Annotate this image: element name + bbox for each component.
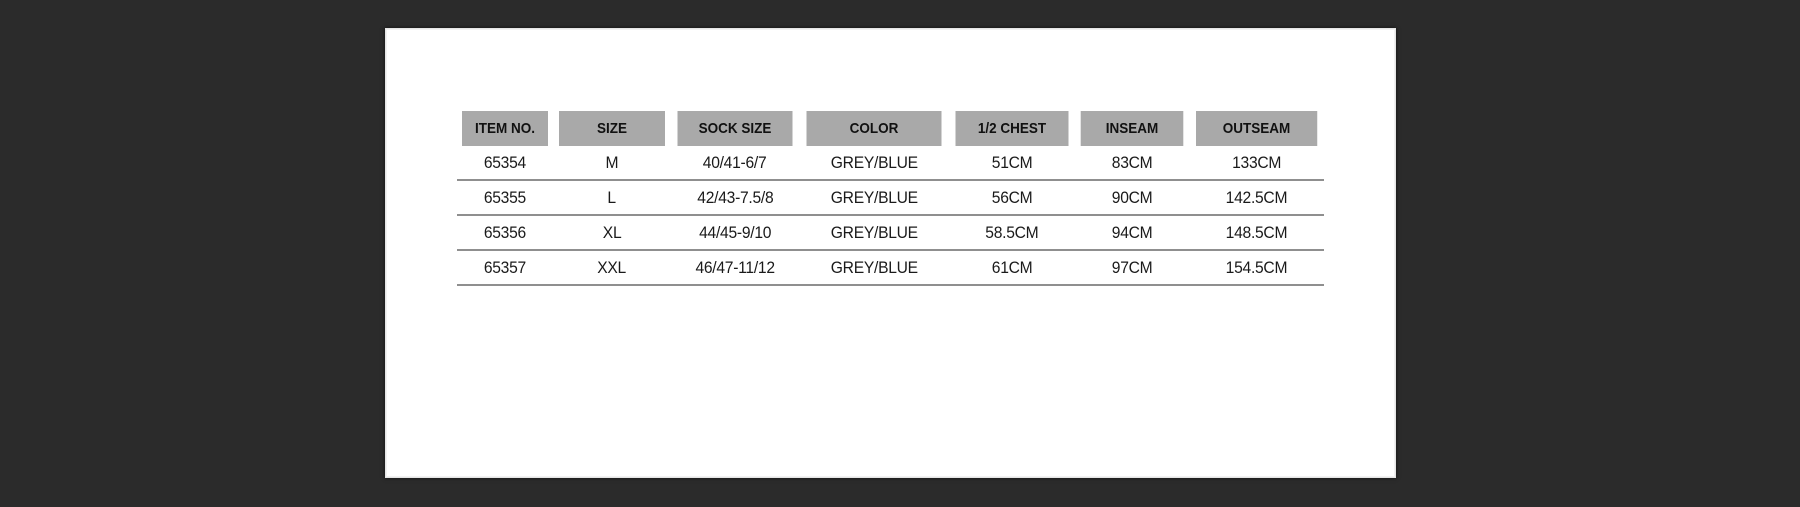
cell-text: GREY/BLUE [830,222,918,242]
cell-outseam [1189,215,1324,250]
cell-text: GREY/BLUE [830,187,918,207]
size-chart-sheet [385,28,1396,478]
cell-color [799,215,949,250]
cell-text: XL [602,222,622,242]
cell-text: 148.5CM [1225,222,1288,242]
cell-sock-size [671,180,799,215]
cell-text: 46/47-11/12 [695,257,775,277]
size-chart-table [457,111,1324,286]
cell-half-chest [949,146,1075,180]
header-half-chest: 1/2 CHEST [955,111,1068,146]
cell-size [553,180,671,215]
cell-text: 133CM [1231,152,1282,172]
cell-text: 42/43-7.5/8 [696,187,774,207]
table-row [457,180,1324,215]
cell-sock-size [671,215,799,250]
cell-text: 40/41-6/7 [703,152,767,172]
cell-item-no [457,146,553,180]
cell-text: 142.5CM [1225,187,1288,207]
header-color: COLOR [807,111,942,146]
cell-color [799,250,949,285]
cell-size [553,215,671,250]
cell-text: 94CM [1111,222,1153,242]
cell-text: GREY/BLUE [830,257,918,277]
cell-text: GREY/BLUE [830,152,918,172]
cell-color [799,180,949,215]
cell-color [799,146,949,180]
cell-size [553,250,671,285]
table-row [457,215,1324,250]
cell-outseam [1189,180,1324,215]
cell-text: 65356 [483,222,527,242]
cell-sock-size [671,250,799,285]
cell-text: L [607,187,617,207]
cell-half-chest [949,250,1075,285]
cell-text: 58.5CM [985,222,1039,242]
cell-text: M [605,152,619,172]
cell-size [553,146,671,180]
cell-text: 97CM [1111,257,1153,277]
cell-text: 90CM [1111,187,1153,207]
cell-item-no [457,215,553,250]
cell-item-no [457,180,553,215]
cell-text: 65354 [483,152,527,172]
cell-text: 51CM [991,152,1033,172]
cell-text: 83CM [1111,152,1153,172]
cell-text: 154.5CM [1225,257,1288,277]
cell-inseam [1075,180,1189,215]
cell-inseam [1075,250,1189,285]
cell-text: 56CM [991,187,1033,207]
header-row [457,111,1324,146]
cell-text: 44/45-9/10 [698,222,772,242]
cell-text: 65355 [483,187,527,207]
header-sock-size: SOCK SIZE [677,111,792,146]
cell-outseam [1189,146,1324,180]
cell-text: 65357 [483,257,527,277]
table-row [457,250,1324,285]
cell-item-no [457,250,553,285]
header-item-no: ITEM NO. [462,111,548,146]
table-row [457,146,1324,180]
header-outseam: OUTSEAM [1196,111,1318,146]
cell-text: XXL [597,257,627,277]
header-size: SIZE [559,111,665,146]
cell-half-chest [949,180,1075,215]
cell-text: 61CM [991,257,1033,277]
cell-sock-size [671,146,799,180]
cell-inseam [1075,146,1189,180]
cell-half-chest [949,215,1075,250]
cell-outseam [1189,250,1324,285]
cell-inseam [1075,215,1189,250]
header-inseam: INSEAM [1081,111,1184,146]
